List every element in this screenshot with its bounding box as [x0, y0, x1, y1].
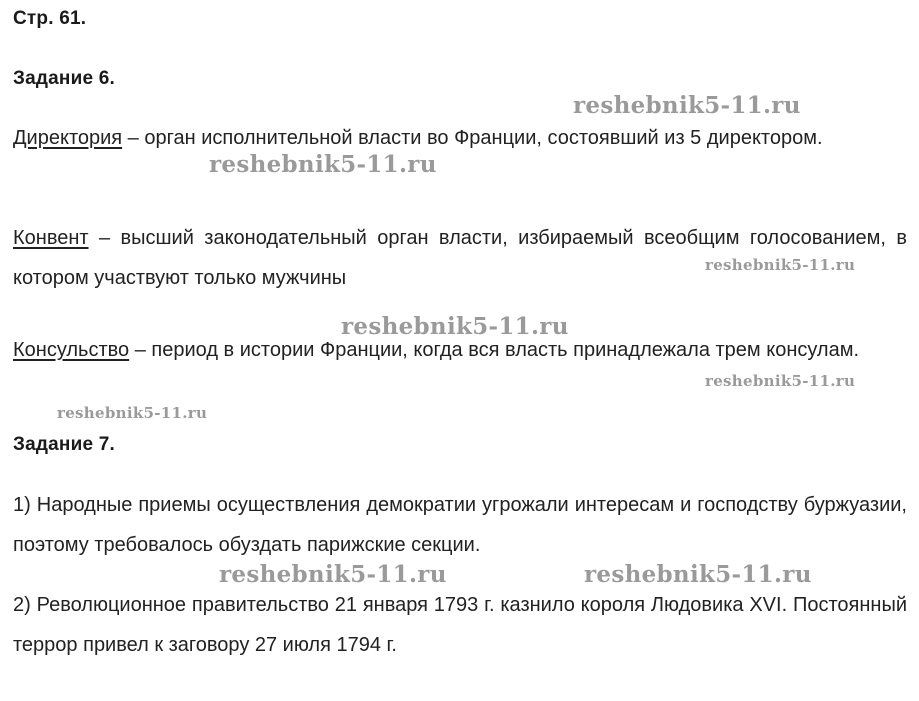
watermark: reshebnik5-11.ru	[584, 561, 812, 588]
watermark: reshebnik5-11.ru	[341, 313, 569, 340]
document-page	[13, 0, 907, 701]
answer-1: 1) Народные приемы осуществления демократии угрожали интересам и господству буржуазии, поэтому требовалось обуздать парижские секции.	[13, 494, 907, 556]
watermark: reshebnik5-11.ru	[219, 561, 447, 588]
term-directory: Директория	[13, 127, 123, 149]
term-consulate: Консульство	[13, 339, 130, 361]
watermark: reshebnik5-11.ru	[705, 372, 856, 390]
answer-2: 2) Революционное правительство 21 января 1793 г. казнило короля Людовика XVI. Постоянный террор привел к заговору 27 июля 1794 г.	[13, 594, 907, 656]
definition-convention-text: – высший законодательный орган власти, избираемый всеобщим голосованием, в котором участвуют только мужчины	[13, 227, 907, 289]
definition-directory	[13, 118, 907, 158]
task7-title: Задание 7.	[13, 434, 115, 455]
watermark: reshebnik5-11.ru	[705, 256, 856, 274]
page-header: Стр. 61.	[13, 8, 87, 29]
definition-consulate-text: – период в истории Франции, когда вся власть принадлежала трем консулам.	[129, 339, 860, 361]
definition-directory-text: – орган исполнительной власти во Франции, состоявший из 5 директором.	[122, 127, 823, 149]
term-convention: Конвент	[13, 227, 89, 249]
task6-title: Задание 6.	[13, 68, 115, 89]
watermark: reshebnik5-11.ru	[573, 92, 801, 119]
watermark: reshebnik5-11.ru	[209, 151, 437, 178]
watermark: reshebnik5-11.ru	[57, 404, 208, 422]
